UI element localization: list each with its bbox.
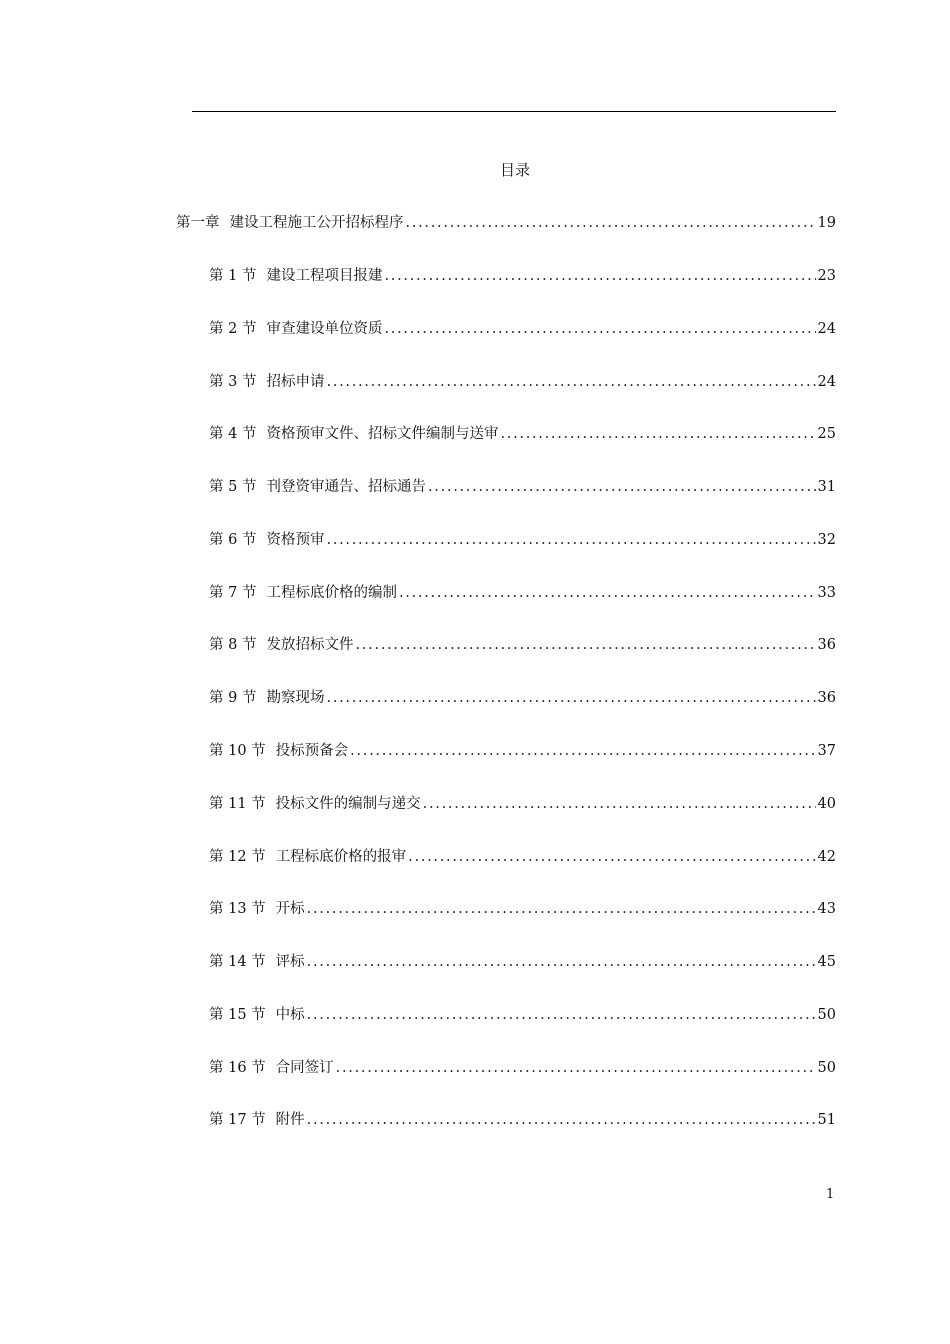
toc-section-entry[interactable] (209, 952, 836, 972)
toc-section-entry[interactable] (209, 794, 836, 814)
toc-dot-leader (326, 530, 815, 550)
toc-dot-leader (326, 688, 815, 708)
toc-section-entry[interactable] (209, 583, 836, 603)
toc-entry-page: 50 (817, 1060, 836, 1076)
toc-dot-leader (408, 847, 815, 867)
toc-entry-number: 第 12 节 (209, 849, 266, 865)
toc-entry-number: 第 6 节 (209, 532, 257, 548)
toc-entry-number: 第 10 节 (209, 743, 266, 759)
toc-chapter-entry[interactable] (176, 213, 836, 233)
toc-entry-page: 36 (817, 690, 836, 706)
toc-entry-label: 勘察现场 (266, 690, 325, 706)
toc-entry-number: 第 16 节 (209, 1060, 266, 1076)
toc-entry-label: 建设工程施工公开招标程序 (229, 215, 404, 231)
toc-entry-page: 24 (817, 374, 836, 390)
toc-entry-label: 刊登资审通告、招标通告 (266, 479, 426, 495)
toc-section-entry[interactable] (209, 372, 836, 392)
toc-entry-page: 31 (817, 479, 836, 495)
toc-entry-number: 第一章 (176, 215, 220, 231)
toc-dot-leader (307, 952, 816, 972)
toc-entry-label: 投标预备会 (275, 743, 349, 759)
toc-entry-label: 开标 (275, 901, 305, 917)
toc-dot-leader (326, 372, 815, 392)
toc-entry-label: 工程标底价格的报审 (275, 849, 407, 865)
page-number: 1 (826, 1187, 835, 1202)
toc-section-entry[interactable] (209, 899, 836, 919)
toc-section-entry[interactable] (209, 688, 836, 708)
toc-section-entry[interactable] (209, 530, 836, 550)
toc-entry-page: 33 (817, 585, 836, 601)
toc-entry-number: 第 13 节 (209, 901, 266, 917)
toc-dot-leader (307, 1110, 816, 1130)
toc-section-entry[interactable] (209, 424, 836, 444)
toc-entry-label: 中标 (275, 1007, 305, 1023)
toc-entry-number: 第 17 节 (209, 1112, 266, 1128)
toc-entry-number: 第 3 节 (209, 374, 257, 390)
toc-section-entry[interactable] (209, 319, 836, 339)
toc-dot-leader (428, 477, 816, 497)
toc-dot-leader (423, 794, 816, 814)
toc-entry-page: 23 (817, 268, 836, 284)
toc-section-entry[interactable] (209, 741, 836, 761)
toc-entry-number: 第 2 节 (209, 321, 257, 337)
toc-dot-leader (307, 899, 816, 919)
toc-dot-leader (307, 1005, 816, 1025)
toc-entry-label: 投标文件的编制与递交 (275, 796, 421, 812)
toc-entry-page: 51 (817, 1112, 836, 1128)
toc-section-entry[interactable] (209, 847, 836, 867)
toc-entry-label: 资格预审文件、招标文件编制与送审 (266, 426, 499, 442)
toc-entry-label: 建设工程项目报建 (266, 268, 383, 284)
toc-entry-number: 第 1 节 (209, 268, 257, 284)
toc-entry-page: 25 (817, 426, 836, 442)
toc-dot-leader (350, 741, 815, 761)
toc-dot-leader (355, 635, 815, 655)
toc-section-entry[interactable] (209, 635, 836, 655)
toc-entry-label: 工程标底价格的编制 (266, 585, 397, 601)
toc-section-entry[interactable] (209, 477, 836, 497)
toc-entry-page: 24 (817, 321, 836, 337)
toc-entry-number: 第 11 节 (209, 796, 266, 812)
toc-entry-number: 第 15 节 (209, 1007, 266, 1023)
toc-title: 目录 (499, 161, 530, 179)
toc-section-entry[interactable] (209, 1005, 836, 1025)
toc-dot-leader (500, 424, 815, 444)
toc-dot-leader (406, 213, 816, 233)
toc-entry-page: 50 (817, 1007, 836, 1023)
toc-entry-label: 资格预审 (266, 532, 325, 548)
toc-entry-page: 19 (817, 215, 836, 231)
toc-entry-page: 45 (817, 954, 836, 970)
toc-section-entry[interactable] (209, 1110, 836, 1130)
toc-dot-leader (399, 583, 816, 603)
toc-entry-number: 第 8 节 (209, 637, 257, 653)
toc-entry-number: 第 5 节 (209, 479, 257, 495)
toc-entry-page: 43 (817, 901, 836, 917)
toc-section-entry[interactable] (209, 266, 836, 286)
toc-entry-number: 第 4 节 (209, 426, 257, 442)
toc-entry-label: 评标 (275, 954, 305, 970)
toc-entry-number: 第 14 节 (209, 954, 266, 970)
toc-dot-leader (336, 1058, 816, 1078)
toc-entry-page: 42 (817, 849, 836, 865)
toc-entry-label: 发放招标文件 (266, 637, 354, 653)
toc-entry-page: 37 (817, 743, 836, 759)
toc-dot-leader (384, 319, 815, 339)
toc-entry-label: 附件 (275, 1112, 305, 1128)
toc-entry-page: 40 (817, 796, 836, 812)
toc-entry-number: 第 7 节 (209, 585, 257, 601)
toc-section-entry[interactable] (209, 1058, 836, 1078)
toc-dot-leader (384, 266, 815, 286)
toc-entry-page: 36 (817, 637, 836, 653)
toc-entry-label: 招标申请 (266, 374, 325, 390)
toc-entry-label: 审查建设单位资质 (266, 321, 383, 337)
toc-entry-number: 第 9 节 (209, 690, 257, 706)
toc-entry-page: 32 (817, 532, 836, 548)
toc-entry-label: 合同签订 (275, 1060, 334, 1076)
